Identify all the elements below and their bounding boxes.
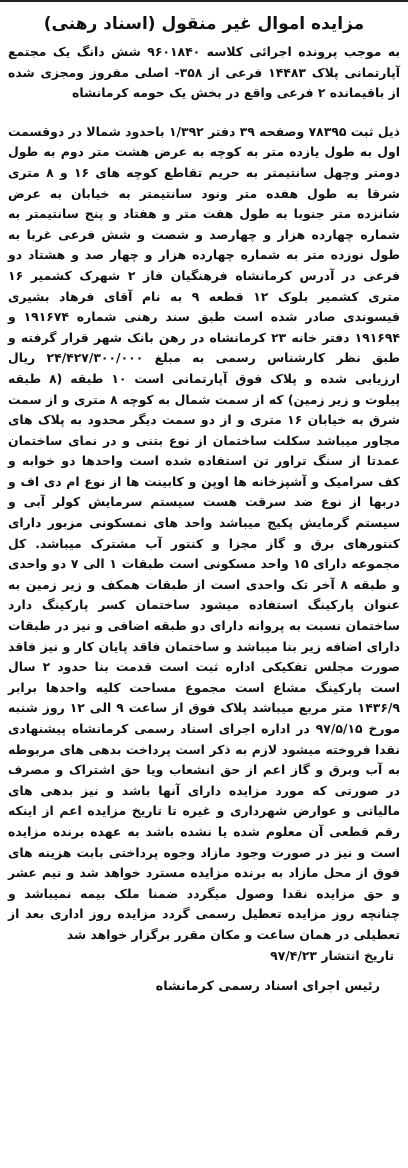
notice-intro: به موجب پرونده اجرائی کلاسه ۹۶۰۱۸۴۰ شش دانگ یک مجتمع آپارتمانی پلاک ۱۴۴۸۳ فرعی از ۳۵۸- اصلی مفروز ومجزی شده از باقیمانده ۲ فرعی واقع در بخش یک حومه کرمانشاه [8, 44, 400, 101]
signature-line: رئیس اجرای اسناد رسمی کرمانشاه [155, 979, 380, 995]
top-rule [0, 0, 408, 2]
publish-date: تاریخ انتشار ۹۷/۴/۲۳ [270, 947, 394, 963]
notice-body: ذیل ثبت ۷۸۳۹۵ وصفحه ۳۹ دفتر ۱/۳۹۲ باحدود شمالا در دوقسمت اول به طول یازده متر به کوچه به عرض هشت متر دوم به طول دومتر وچهل سانتیمتر به حریم تقاطع کوچه های ۱۶ و ۸ متری شرقا به طول هفده متر ونود سانتیمتر به خیابان به عرض شانزده متر جنوبا به طول هفت متر و هفتاد و پنج سانتیمتر به شماره چهارده هزار و چهارصد و شصت و شش فرعی غربا به طول نوزده متر به شماره چهارده هزار و چهار صد و هشتاد دو فرعی در آدرس کرمانشاه فرهنگیان فاز ۲ شهرک کشمیر ۱۶ متری کشمیر بلوک ۱۲ قطعه ۹ به نام آقای فرهاد بشیری قیسوندی صادر شده است طبق سند رهنی شماره ۱۹۱۶۷۴ و ۱۹۱۶۹۴ دفتر خانه ۲۳ کرمانشاه در رهن بانک شهر قرار گرفته و طبق نظر کارشناس رسمی به مبلغ ۲۴/۴۲۷/۳۰۰/۰۰۰ ریال ارزیابی شده و پلاک فوق آپارتمانی است ۱۰ طبقه (۸ طبقه پیلوت و زیر زمین) که از سمت شمال به کوچه ۸ متری و از سمت شرق به خیابان ۱۶ متری و از دو سمت دیگر محدود به پلاک های مجاور میباشد سکلت ساختمان از نوع بتنی و در نمای ساختمان عمدتا از سنگ تراور تن استفاده شده است واحدها دو خوابه و کف سرامیک و آشپزخانه ها اوپن و کابینت ها از نوع ام دی اف و دربها از نوع ضد سرقت هست سیستم سرمایش کولر آبی و سیستم گرمایش پکیج میباشد واحد های نمسکونی مزبور دارای کنتورهای برق و گاز مجزا و کنتور آب مشترک میباشد. کل مجموعه دارای ۱۵ واحد مسکونی است طبقات ۱ الی ۷ دو واحدی و طبقه ۸ آخر تک واحدی است از طبقات همکف و زیر زمین به عنوان پارکینگ استفاده میشود ساختمان کسر پارکینگ دارد ساختمان نسبت به پروانه دارای دو طبقه اضافی و نیز در طبقات دارای اضافه زیر بنا میباشد و ساختمان فاقد پایان کار و نیز فاقد صورت مجلس تفکیکی اداره ثبت است قدمت بنا حدود ۲ سال است پارکینگ مشاع است مجموع مساحت کلیه واحدها برابر ۱۴۳۶/۹ متر مربع میباشد پلاک فوق از ساعت ۹ الی ۱۲ روز شنبه مورخ ۹۷/۵/۱۵ در اداره اجرای اسناد رسمی کرمانشاه پیشنهادی نقدا فروخته میشود لازم به ذکر است پرداخت بدهی های مربوطه به آب وبرق و گاز اعم از حق انشعاب ویا حق اشتراک و مصرف در صورتی که مورد مزایده دارای آنها باشد و نیز بدهی های مالیاتی و عوارض شهرداری و غیره تا تاریخ مزایده اعم از اینکه رقم قطعی آن معلوم شده یا نشده باشد به عهده برنده مزایده است و نیز در صورت وجود مازاد وجوه پرداختی بابت هزینه های فوق از محل مازاد به برنده مزایده مسترد خواهد شد و نیم عشر و حق مزایده نقدا وصول میگردد ضمنا ملک بیمه نمیباشد و چنانچه روز مزایده تعطیل رسمی گردد مزایده روز اداری بعد از تعطیلی در همان ساعت و مکان مقرر برگزار خواهد شد [8, 123, 401, 942]
notice-title: مزایده اموال غیر منقول (اسناد رهنی) [43, 14, 365, 34]
